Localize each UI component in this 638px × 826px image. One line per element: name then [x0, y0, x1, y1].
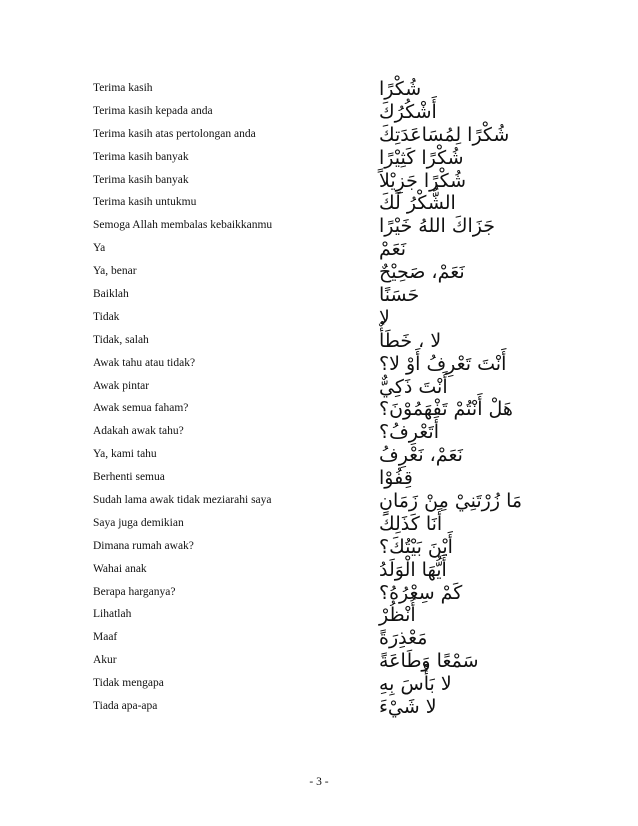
malay-phrase: Tidak — [93, 310, 120, 323]
malay-phrase: Ya — [93, 242, 106, 255]
malay-phrase: Maaf — [93, 631, 118, 644]
arabic-phrase: أَيْنَ بَيْتُكَ؟ — [379, 535, 453, 558]
phrase-row — [93, 606, 533, 629]
malay-phrase: Terima kasih atas pertolongan anda — [93, 127, 256, 140]
malay-phrase: Saya juga demikian — [93, 516, 184, 529]
malay-phrase: Terima kasih banyak — [93, 150, 189, 163]
arabic-phrase: كَمْ سِعْرُهُ؟ — [379, 581, 463, 604]
malay-phrase: Ya, benar — [93, 265, 137, 278]
malay-phrase: Terima kasih untukmu — [93, 196, 197, 209]
arabic-phrase: الشُّكْرُ لَكَ — [379, 192, 456, 215]
arabic-phrase: شُكْرًا — [379, 78, 422, 100]
phrase-row — [93, 146, 533, 172]
phrase-row — [93, 535, 533, 561]
malay-phrase: Adakah awak tahu? — [93, 425, 184, 438]
arabic-phrase: أَنْتَ تَعْرِفُ أَوْ لا؟ — [379, 352, 507, 375]
arabic-phrase: أَتَعْرِفُ؟ — [379, 421, 439, 444]
phrase-row — [93, 492, 533, 515]
phrase-row — [93, 169, 533, 195]
phrase-row — [93, 698, 533, 721]
phrase-row — [93, 581, 533, 607]
arabic-phrase: شُكْرًا جَزِيْلاً — [379, 169, 467, 192]
malay-phrase: Dimana rumah awak? — [93, 539, 194, 552]
phrase-row — [93, 352, 533, 378]
malay-phrase: Baiklah — [93, 288, 129, 301]
malay-phrase: Wahai anak — [93, 562, 147, 575]
phrase-row — [93, 423, 533, 446]
malay-phrase: Berhenti semua — [93, 471, 165, 484]
phrase-row — [93, 263, 533, 286]
arabic-phrase: حَسَنًا — [379, 284, 420, 307]
arabic-phrase: لا ، خَطَأٌ — [379, 329, 442, 352]
malay-phrase: Terima kasih banyak — [93, 173, 189, 186]
phrase-list — [93, 80, 533, 721]
malay-phrase: Sudah lama awak tidak meziarahi saya — [93, 494, 272, 507]
malay-phrase: Ya, kami tahu — [93, 448, 157, 461]
phrase-row — [93, 512, 533, 538]
arabic-phrase: نَعَمْ — [379, 238, 407, 261]
phrase-row — [93, 240, 533, 263]
phrase-row — [93, 675, 533, 698]
phrase-row — [93, 217, 533, 240]
phrase-row — [93, 446, 533, 469]
malay-phrase: Tidak, salah — [93, 333, 149, 346]
arabic-phrase: هَلْ أَنْتُمْ تَفْهَمُوْنَ؟ — [379, 398, 513, 421]
phrase-row — [93, 558, 533, 584]
page-number: - 3 - — [309, 776, 329, 788]
arabic-phrase: شُكْرًا لِمُسَاعَدَتِكَ — [379, 123, 510, 146]
phrase-row — [93, 286, 533, 309]
arabic-phrase: أَنَا كَذَلِكَ — [379, 512, 443, 535]
arabic-phrase: لا شَيْءَ — [379, 696, 437, 719]
malay-phrase: Terima kasih kepada anda — [93, 104, 213, 117]
phrase-row — [93, 80, 533, 103]
malay-phrase: Akur — [93, 654, 117, 667]
arabic-phrase: أَشْكُرُكَ — [379, 100, 437, 123]
arabic-phrase: مَعْذِرَةً — [379, 627, 428, 650]
phrase-row — [93, 123, 533, 149]
phrase-row — [93, 652, 533, 675]
malay-phrase: Berapa harganya? — [93, 585, 176, 598]
arabic-phrase: قِفُوْا — [379, 467, 413, 490]
arabic-phrase: جَزَاكَ اللهُ خَيْرًا — [379, 215, 496, 238]
phrase-row — [93, 400, 533, 423]
malay-phrase: Awak pintar — [93, 379, 150, 392]
arabic-phrase: أَيُّهَا الْوَلَدُ — [379, 558, 447, 581]
phrase-row — [93, 306, 533, 332]
malay-phrase: Tiada apa-apa — [93, 700, 158, 713]
arabic-phrase: نَعَمْ، صَحِيْحٌ — [379, 261, 465, 284]
arabic-phrase: شُكْرًا كَثِيْرًا — [379, 146, 464, 169]
arabic-phrase: سَمْعًا وَطَاعَةً — [379, 650, 479, 673]
malay-phrase: Tidak mengapa — [93, 677, 164, 690]
malay-phrase: Awak tahu atau tidak? — [93, 356, 196, 369]
arabic-phrase: نَعَمْ، نَعْرِفُ — [379, 444, 463, 467]
arabic-phrase: لا — [379, 306, 390, 329]
malay-phrase: Semoga Allah membalas kebaikkanmu — [93, 219, 273, 232]
arabic-phrase: مَا زُرْتَنِيْ مِنْ زَمَانٍ — [379, 490, 523, 513]
malay-phrase: Terima kasih — [93, 82, 153, 94]
arabic-phrase: لا بَأْسَ بِهِ — [379, 673, 452, 696]
malay-phrase: Lihatlah — [93, 608, 132, 621]
malay-phrase: Awak semua faham? — [93, 402, 189, 415]
arabic-phrase: أُنْظُرْ — [379, 604, 416, 627]
arabic-phrase: أَنْتَ ذَكِيٌّ — [379, 375, 448, 398]
